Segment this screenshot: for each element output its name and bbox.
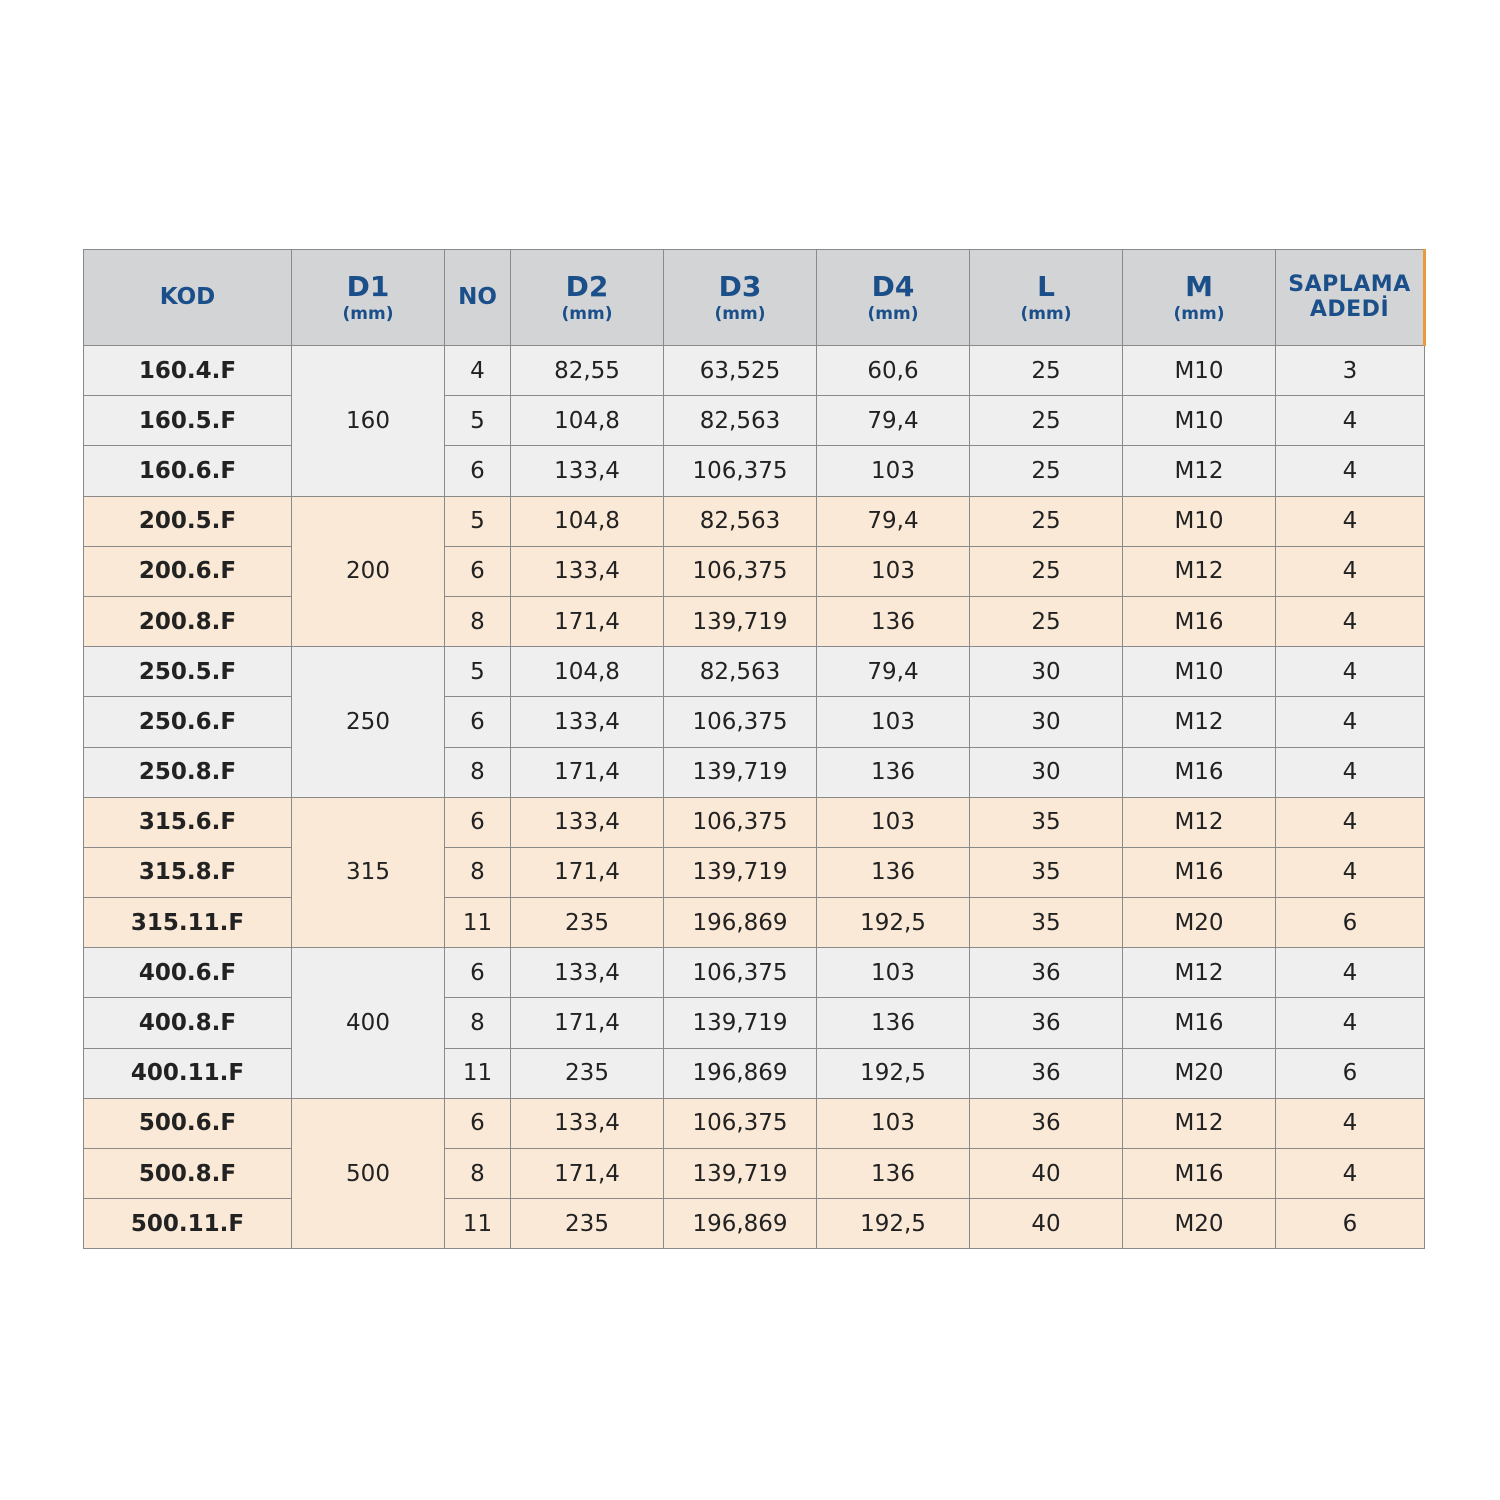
header-d3 <box>664 250 817 346</box>
cell-kod: 500.11.F <box>84 1199 292 1249</box>
cell-l: 25 <box>970 496 1123 546</box>
cell-no: 8 <box>445 747 511 797</box>
table-row <box>84 697 1425 747</box>
header-d3-unit: (mm) <box>714 303 766 324</box>
cell-d4: 136 <box>817 596 970 646</box>
cell-l: 30 <box>970 647 1123 697</box>
header-d3-label: D3 <box>718 269 762 303</box>
cell-adet: 4 <box>1276 998 1425 1048</box>
cell-kod: 250.5.F <box>84 647 292 697</box>
cell-d3: 106,375 <box>664 948 817 998</box>
cell-kod: 200.8.F <box>84 596 292 646</box>
table-row <box>84 998 1425 1048</box>
cell-adet: 6 <box>1276 898 1425 948</box>
cell-kod: 160.6.F <box>84 446 292 496</box>
cell-l: 40 <box>970 1149 1123 1199</box>
cell-d2: 171,4 <box>511 998 664 1048</box>
cell-l: 36 <box>970 998 1123 1048</box>
cell-adet: 4 <box>1276 1149 1425 1199</box>
table-row <box>84 797 1425 847</box>
header-l-unit: (mm) <box>1020 303 1072 324</box>
header-d1 <box>292 250 445 346</box>
cell-m: M20 <box>1123 1048 1276 1098</box>
table-row <box>84 647 1425 697</box>
header-saplama-label: SAPLAMA <box>1288 272 1411 298</box>
header-d1-unit: (mm) <box>342 303 394 324</box>
cell-d4: 103 <box>817 1098 970 1148</box>
header-d2-label: D2 <box>565 269 609 303</box>
header-no-label: NO <box>458 283 497 310</box>
cell-d4: 192,5 <box>817 898 970 948</box>
table-row <box>84 596 1425 646</box>
cell-m: M12 <box>1123 546 1276 596</box>
cell-d3: 196,869 <box>664 1199 817 1249</box>
cell-d1: 500 <box>292 1098 445 1249</box>
table-row <box>84 396 1425 446</box>
cell-d2: 104,8 <box>511 496 664 546</box>
cell-d2: 235 <box>511 898 664 948</box>
cell-m: M12 <box>1123 948 1276 998</box>
cell-kod: 160.4.F <box>84 346 292 396</box>
cell-d4: 136 <box>817 998 970 1048</box>
cell-d2: 133,4 <box>511 797 664 847</box>
cell-m: M10 <box>1123 396 1276 446</box>
cell-no: 11 <box>445 1199 511 1249</box>
table-row <box>84 346 1425 396</box>
table-row <box>84 1048 1425 1098</box>
cell-m: M10 <box>1123 496 1276 546</box>
header-m <box>1123 250 1276 346</box>
cell-d4: 192,5 <box>817 1048 970 1098</box>
header-kod-label: KOD <box>159 283 216 310</box>
cell-no: 11 <box>445 1048 511 1098</box>
cell-l: 25 <box>970 396 1123 446</box>
cell-adet: 6 <box>1276 1048 1425 1098</box>
table-row <box>84 747 1425 797</box>
cell-d1: 200 <box>292 496 445 647</box>
cell-d2: 171,4 <box>511 747 664 797</box>
cell-m: M16 <box>1123 747 1276 797</box>
cell-m: M10 <box>1123 346 1276 396</box>
cell-no: 5 <box>445 647 511 697</box>
cell-l: 25 <box>970 546 1123 596</box>
cell-l: 30 <box>970 747 1123 797</box>
cell-no: 6 <box>445 797 511 847</box>
cell-kod: 315.6.F <box>84 797 292 847</box>
cell-m: M16 <box>1123 596 1276 646</box>
cell-adet: 4 <box>1276 396 1425 446</box>
cell-d4: 103 <box>817 697 970 747</box>
cell-d3: 139,719 <box>664 596 817 646</box>
cell-kod: 160.5.F <box>84 396 292 446</box>
cell-m: M16 <box>1123 847 1276 897</box>
cell-no: 6 <box>445 948 511 998</box>
cell-adet: 4 <box>1276 747 1425 797</box>
cell-d4: 79,4 <box>817 647 970 697</box>
cell-l: 35 <box>970 847 1123 897</box>
header-kod <box>84 250 292 346</box>
cell-m: M20 <box>1123 1199 1276 1249</box>
cell-d2: 133,4 <box>511 1098 664 1148</box>
cell-no: 4 <box>445 346 511 396</box>
cell-d3: 106,375 <box>664 697 817 747</box>
cell-adet: 4 <box>1276 446 1425 496</box>
table-row <box>84 1098 1425 1148</box>
cell-d4: 103 <box>817 546 970 596</box>
header-d4-unit: (mm) <box>867 303 919 324</box>
cell-kod: 315.11.F <box>84 898 292 948</box>
cell-kod: 500.8.F <box>84 1149 292 1199</box>
cell-l: 36 <box>970 1048 1123 1098</box>
cell-no: 8 <box>445 1149 511 1199</box>
cell-d4: 103 <box>817 948 970 998</box>
cell-no: 11 <box>445 898 511 948</box>
cell-d3: 82,563 <box>664 396 817 446</box>
table-row <box>84 496 1425 546</box>
cell-m: M16 <box>1123 998 1276 1048</box>
cell-l: 35 <box>970 898 1123 948</box>
cell-adet: 4 <box>1276 797 1425 847</box>
cell-l: 30 <box>970 697 1123 747</box>
header-d1-label: D1 <box>346 269 390 303</box>
cell-no: 8 <box>445 998 511 1048</box>
header-row <box>84 250 1425 346</box>
table-row <box>84 1149 1425 1199</box>
cell-l: 36 <box>970 948 1123 998</box>
table-row <box>84 546 1425 596</box>
cell-d3: 106,375 <box>664 1098 817 1148</box>
cell-d3: 139,719 <box>664 1149 817 1199</box>
cell-d2: 104,8 <box>511 647 664 697</box>
cell-d2: 133,4 <box>511 446 664 496</box>
cell-d2: 133,4 <box>511 546 664 596</box>
cell-no: 8 <box>445 596 511 646</box>
cell-d4: 103 <box>817 797 970 847</box>
cell-m: M12 <box>1123 697 1276 747</box>
cell-m: M16 <box>1123 1149 1276 1199</box>
cell-d2: 235 <box>511 1048 664 1098</box>
cell-d2: 171,4 <box>511 1149 664 1199</box>
cell-adet: 4 <box>1276 546 1425 596</box>
cell-no: 5 <box>445 396 511 446</box>
cell-d3: 106,375 <box>664 446 817 496</box>
cell-d1: 250 <box>292 647 445 798</box>
cell-adet: 6 <box>1276 1199 1425 1249</box>
header-l-label: L <box>1037 269 1055 303</box>
cell-d1: 315 <box>292 797 445 948</box>
cell-d3: 196,869 <box>664 898 817 948</box>
cell-kod: 200.5.F <box>84 496 292 546</box>
cell-d4: 136 <box>817 847 970 897</box>
cell-kod: 400.8.F <box>84 998 292 1048</box>
cell-adet: 4 <box>1276 847 1425 897</box>
cell-l: 40 <box>970 1199 1123 1249</box>
cell-d3: 139,719 <box>664 998 817 1048</box>
cell-l: 25 <box>970 446 1123 496</box>
cell-d3: 106,375 <box>664 797 817 847</box>
cell-d2: 104,8 <box>511 396 664 446</box>
header-d2-unit: (mm) <box>561 303 613 324</box>
cell-m: M12 <box>1123 446 1276 496</box>
cell-kod: 250.6.F <box>84 697 292 747</box>
header-d4-label: D4 <box>871 269 915 303</box>
cell-kod: 400.11.F <box>84 1048 292 1098</box>
cell-l: 35 <box>970 797 1123 847</box>
cell-d3: 106,375 <box>664 546 817 596</box>
cell-kod: 200.6.F <box>84 546 292 596</box>
cell-l: 25 <box>970 346 1123 396</box>
cell-adet: 4 <box>1276 1098 1425 1148</box>
cell-m: M20 <box>1123 898 1276 948</box>
cell-d4: 136 <box>817 747 970 797</box>
header-d2 <box>511 250 664 346</box>
cell-m: M10 <box>1123 647 1276 697</box>
table-row <box>84 446 1425 496</box>
cell-d3: 82,563 <box>664 647 817 697</box>
cell-l: 25 <box>970 596 1123 646</box>
cell-d2: 82,55 <box>511 346 664 396</box>
header-m-unit: (mm) <box>1173 303 1225 324</box>
header-adedi-label: ADEDİ <box>1309 296 1390 322</box>
cell-d2: 133,4 <box>511 697 664 747</box>
cell-d2: 171,4 <box>511 596 664 646</box>
cell-d3: 82,563 <box>664 496 817 546</box>
cell-d2: 133,4 <box>511 948 664 998</box>
header-no <box>445 250 511 346</box>
spec-table <box>83 249 1426 1249</box>
cell-d2: 235 <box>511 1199 664 1249</box>
header-m-label: M <box>1185 269 1213 303</box>
cell-adet: 4 <box>1276 647 1425 697</box>
cell-l: 36 <box>970 1098 1123 1148</box>
cell-d4: 136 <box>817 1149 970 1199</box>
cell-no: 6 <box>445 446 511 496</box>
cell-d4: 79,4 <box>817 496 970 546</box>
cell-m: M12 <box>1123 797 1276 847</box>
cell-adet: 4 <box>1276 596 1425 646</box>
cell-d4: 103 <box>817 446 970 496</box>
table-row <box>84 948 1425 998</box>
cell-adet: 3 <box>1276 346 1425 396</box>
cell-no: 5 <box>445 496 511 546</box>
table-body <box>84 346 1425 1249</box>
cell-kod: 250.8.F <box>84 747 292 797</box>
table-row <box>84 847 1425 897</box>
cell-d4: 192,5 <box>817 1199 970 1249</box>
cell-d3: 139,719 <box>664 747 817 797</box>
cell-no: 6 <box>445 1098 511 1148</box>
cell-d1: 400 <box>292 948 445 1099</box>
header-l <box>970 250 1123 346</box>
cell-m: M12 <box>1123 1098 1276 1148</box>
cell-d3: 63,525 <box>664 346 817 396</box>
header-d4 <box>817 250 970 346</box>
cell-d1: 160 <box>292 346 445 497</box>
table-row <box>84 898 1425 948</box>
header-saplama-adedi <box>1276 250 1425 346</box>
cell-d4: 79,4 <box>817 396 970 446</box>
cell-no: 6 <box>445 546 511 596</box>
cell-d3: 196,869 <box>664 1048 817 1098</box>
cell-kod: 315.8.F <box>84 847 292 897</box>
cell-d3: 139,719 <box>664 847 817 897</box>
cell-d2: 171,4 <box>511 847 664 897</box>
table-row <box>84 1199 1425 1249</box>
cell-no: 6 <box>445 697 511 747</box>
cell-d4: 60,6 <box>817 346 970 396</box>
cell-kod: 400.6.F <box>84 948 292 998</box>
cell-adet: 4 <box>1276 697 1425 747</box>
cell-kod: 500.6.F <box>84 1098 292 1148</box>
cell-adet: 4 <box>1276 948 1425 998</box>
cell-no: 8 <box>445 847 511 897</box>
cell-adet: 4 <box>1276 496 1425 546</box>
